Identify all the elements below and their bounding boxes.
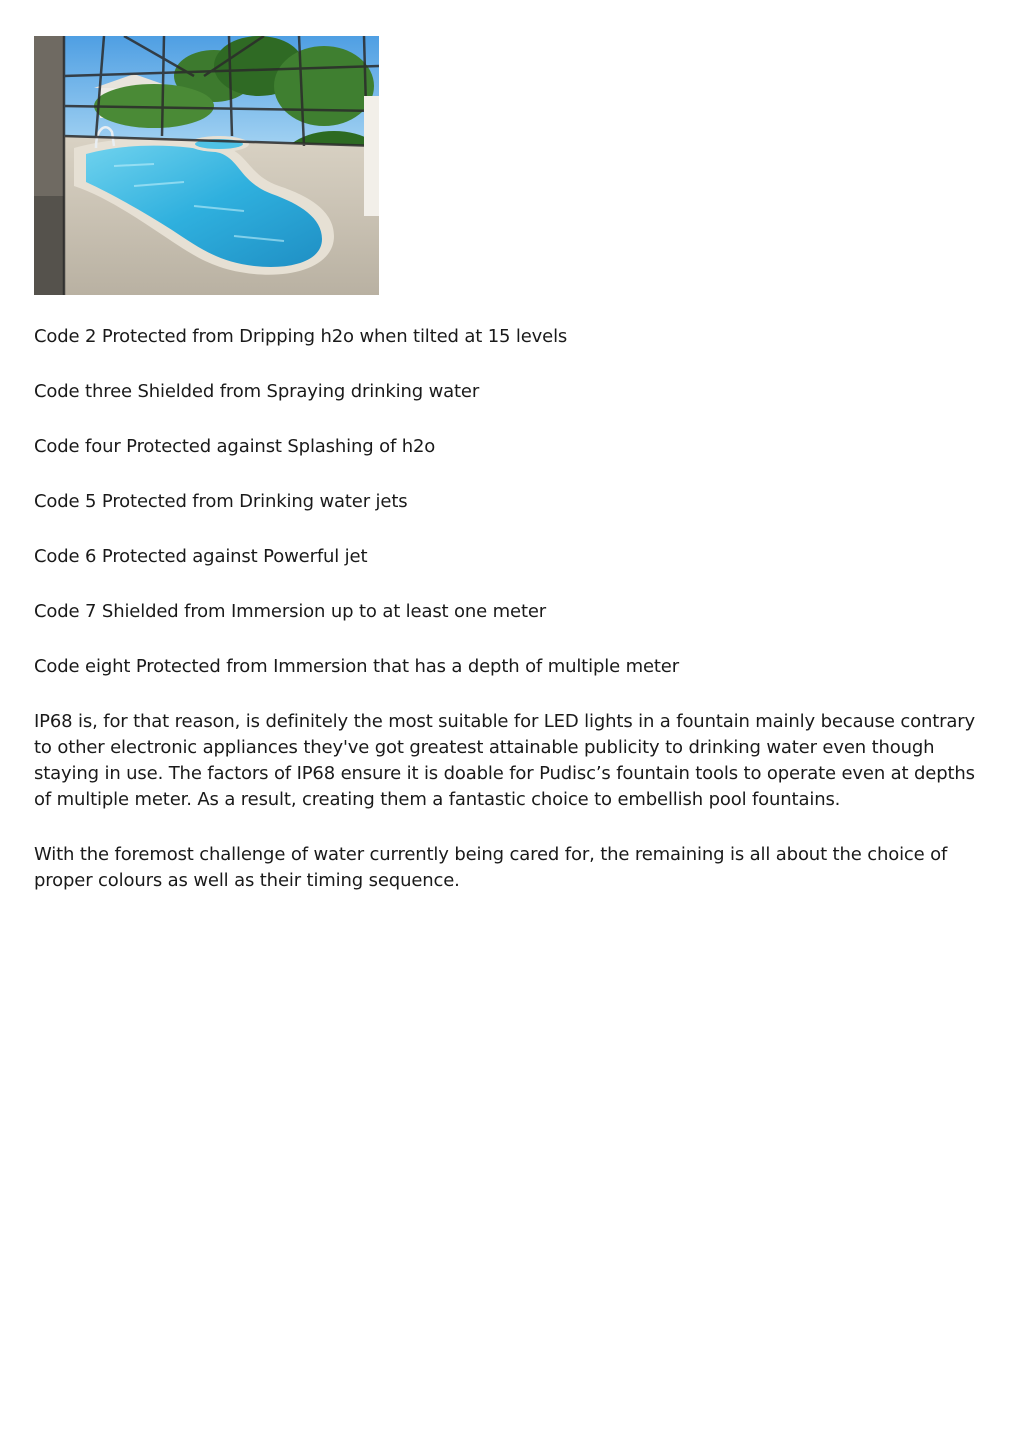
pool-photo: [34, 36, 379, 295]
code-line: Code 6 Protected against Powerful jet: [34, 546, 368, 567]
body-paragraph: With the foremost challenge of water currently being cared for, the remaining is all about the choice of proper colours as well as their timing sequence.: [34, 844, 948, 891]
code-line: Code eight Protected from Immersion that has a depth of multiple meter: [34, 656, 679, 677]
code-line: Code 2 Protected from Dripping h2o when tilted at 15 levels: [34, 326, 568, 347]
code-line: Code 7 Shielded from Immersion up to at least one meter: [34, 601, 547, 622]
code-line: Code four Protected against Splashing of h2o: [34, 436, 436, 457]
code-line: Code three Shielded from Spraying drinking water: [34, 381, 480, 402]
document-page: [34, 36, 990, 894]
code-line: Code 5 Protected from Drinking water jets: [34, 491, 408, 512]
body-paragraph: IP68 is, for that reason, is definitely the most suitable for LED lights in a fountain mainly because contrary to other electronic appliances they've got greatest attainable publicity to drinking water even though staying in use. The factors of IP68 ensure it is doable for Pudisc’s fountain tools to operate even at depths of multiple meter. As a result, creating them a fantastic choice to embellish pool fountains.: [34, 711, 976, 810]
pool-photo-icon: [34, 36, 379, 295]
